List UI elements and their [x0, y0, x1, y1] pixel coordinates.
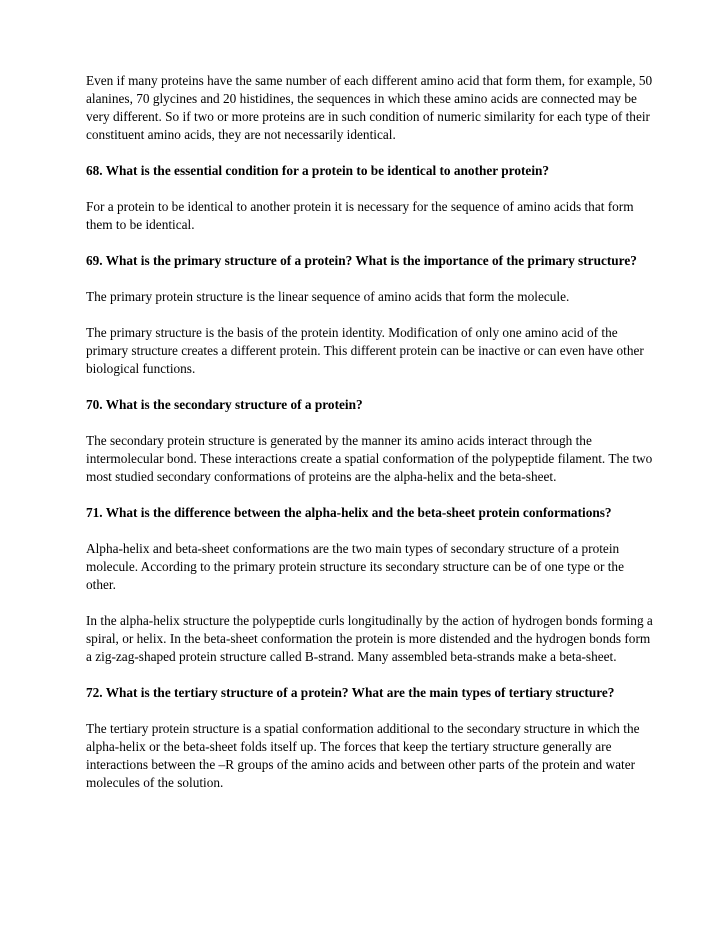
- question-69: 69. What is the primary structure of a protein? What is the importance of the primary structure?: [86, 253, 637, 268]
- answer-72: The tertiary protein structure is a spatial conformation additional to the secondary structure in which the alpha-helix or the beta-sheet folds itself up. The forces that keep the tertiary structure generally are interactions between the –R groups of the amino acids and between other parts of the protein and water molecules of the solution.: [86, 721, 640, 790]
- answer-71-part-2: In the alpha-helix structure the polypeptide curls longitudinally by the action of hydrogen bonds forming a spiral, or helix. In the beta-sheet conformation the protein is more distended and the hydrogen bonds form a zig-zag-shaped protein structure called B-strand. Many assembled beta-strands make a beta-sheet.: [86, 613, 653, 664]
- answer-68: For a protein to be identical to another protein it is necessary for the sequence of amino acids that form them to be identical.: [86, 199, 634, 232]
- answer-71-part-1: Alpha-helix and beta-sheet conformations are the two main types of secondary structure of a protein molecule. According to the primary protein structure its secondary structure can be of one type or the other.: [86, 541, 624, 592]
- answer-70: The secondary protein structure is generated by the manner its amino acids interact through the intermolecular bond. These interactions create a spatial conformation of the polypeptide filament. The two most studied secondary conformations of proteins are the alpha-helix and the beta-sheet.: [86, 433, 653, 484]
- question-72: 72. What is the tertiary structure of a protein? What are the main types of tertiary structure?: [86, 685, 615, 700]
- question-70: 70. What is the secondary structure of a protein?: [86, 397, 363, 412]
- answer-69-part-1: The primary protein structure is the linear sequence of amino acids that form the molecule.: [86, 289, 570, 304]
- question-68: 68. What is the essential condition for a protein to be identical to another protein?: [86, 163, 550, 178]
- document-page: [86, 72, 656, 810]
- question-71: 71. What is the difference between the alpha-helix and the beta-sheet protein conformations?: [86, 505, 612, 520]
- paragraph-intro: Even if many proteins have the same number of each different amino acid that form them, for example, 50 alanines, 70 glycines and 20 histidines, the sequences in which these amino acids are connected may be very different. So if two or more proteins are in such condition of numeric similarity for each type of their constituent amino acids, they are not necessarily identical.: [86, 73, 653, 142]
- answer-69-part-2: The primary structure is the basis of the protein identity. Modification of only one amino acid of the primary structure creates a different protein. This different protein can be inactive or can even have other biological functions.: [86, 325, 644, 376]
